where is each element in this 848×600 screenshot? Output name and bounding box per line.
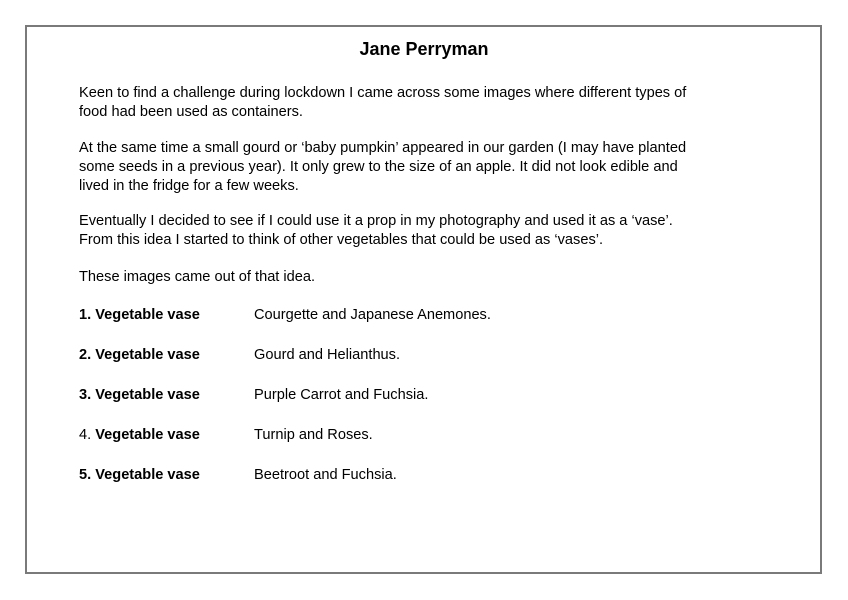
- item-number: 1.: [79, 307, 92, 323]
- list-item: [79, 425, 373, 445]
- item-label: Vegetable vase: [95, 467, 200, 483]
- item-description: Gourd and Helianthus.: [254, 347, 401, 363]
- item-number: 3.: [79, 387, 92, 403]
- list-item: [79, 385, 429, 405]
- list-item: [79, 465, 397, 485]
- paragraph-gourd: [79, 139, 769, 196]
- paragraph-closing: [79, 268, 769, 287]
- paragraph-line: food had been used as containers.: [79, 104, 303, 120]
- item-description: Purple Carrot and Fuchsia.: [254, 387, 429, 403]
- item-number: 4.: [79, 427, 92, 443]
- item-label: Vegetable vase: [95, 427, 200, 443]
- paragraph-line: Eventually I decided to see if I could use it a prop in my photography and used it as a ‘vase’.: [79, 213, 673, 229]
- paragraph-intro: [79, 84, 769, 122]
- paragraph-idea: [79, 212, 769, 250]
- item-description: Courgette and Japanese Anemones.: [254, 307, 491, 323]
- paragraph-line: Keen to find a challenge during lockdown I came across some images where different types of: [79, 85, 687, 101]
- paragraph-line: At the same time a small gourd or ‘baby pumpkin’ appeared in our garden (I may have planted: [79, 140, 687, 156]
- list-item: [79, 305, 491, 325]
- paragraph-line: From this idea I started to think of other vegetables that could be used as ‘vases’.: [79, 232, 604, 248]
- item-label: Vegetable vase: [95, 387, 200, 403]
- item-label: Vegetable vase: [95, 307, 200, 323]
- paragraph-line: lived in the fridge for a few weeks.: [79, 178, 299, 194]
- item-description: Beetroot and Fuchsia.: [254, 467, 397, 483]
- list-item: [79, 345, 401, 365]
- page-title: Jane Perryman: [359, 39, 489, 59]
- item-number: 2.: [79, 347, 92, 363]
- paragraph-line: These images came out of that idea.: [79, 269, 316, 285]
- item-label: Vegetable vase: [95, 347, 200, 363]
- item-number: 5.: [79, 467, 92, 483]
- paragraph-line: some seeds in a previous year). It only grew to the size of an apple. It did not look edible and: [79, 159, 678, 175]
- item-description: Turnip and Roses.: [254, 427, 373, 443]
